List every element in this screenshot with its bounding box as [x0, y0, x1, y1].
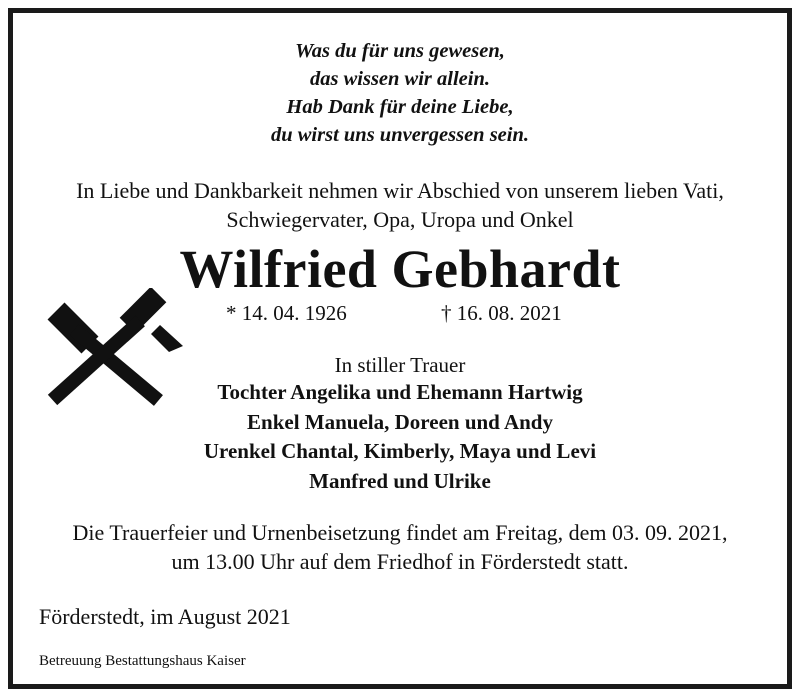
obituary-frame — [8, 8, 792, 689]
poem-line: das wissen wir allein. — [310, 68, 490, 90]
farewell-line: Schwiegervater, Opa, Uropa und Onkel — [226, 207, 574, 232]
ceremony-line: Die Trauerfeier und Urnenbeisetzung findet am Freitag, dem 03. 09. 2021, — [72, 520, 728, 545]
farewell-text — [13, 176, 787, 234]
mourning-intro: In stiller Trauer — [334, 353, 466, 377]
poem-line: Was du für uns gewesen, — [295, 40, 505, 62]
farewell-line: In Liebe und Dankbarkeit nehmen wir Abschied von unserem lieben Vati, — [76, 178, 724, 203]
ceremony-info — [13, 518, 787, 576]
poem — [13, 37, 787, 149]
death-date: † 16. 08. 2021 — [441, 301, 562, 325]
birth-date: * 14. 04. 1926 — [226, 301, 347, 325]
place-date: Förderstedt, im August 2021 — [39, 604, 291, 629]
mourner-line: Enkel Manuela, Doreen und Andy — [247, 409, 553, 434]
deceased-name: Wilfried Gebhardt — [179, 239, 621, 299]
poem-line: du wirst uns unvergessen sein. — [270, 124, 530, 146]
mourners-list — [13, 378, 787, 496]
mourner-line: Manfred und Ulrike — [309, 468, 491, 493]
undertaker-note: Betreuung Bestattungshaus Kaiser — [39, 653, 246, 669]
mourner-line: Urenkel Chantal, Kimberly, Maya und Levi — [203, 439, 597, 463]
poem-line: Hab Dank für deine Liebe, — [286, 96, 514, 118]
ceremony-line: um 13.00 Uhr auf dem Friedhof in Förderstedt statt. — [171, 549, 629, 574]
mourner-line: Tochter Angelika und Ehemann Hartwig — [217, 380, 583, 404]
